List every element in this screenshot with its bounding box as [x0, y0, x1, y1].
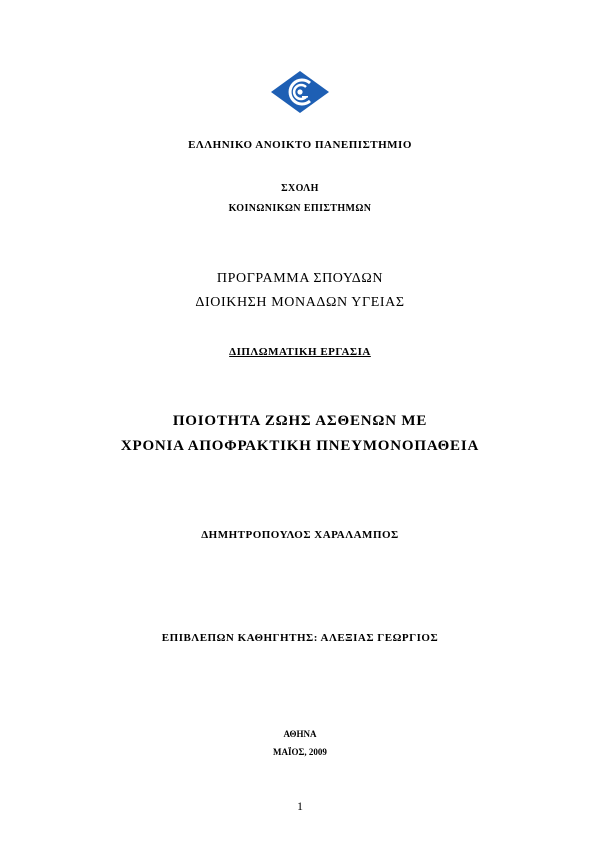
- supervisor-line: ΕΠΙΒΛΕΠΩΝ ΚΑΘΗΓΗΤΗΣ: ΑΛΕΞΙΑΣ ΓΕΩΡΓΙΟΣ: [161, 632, 439, 644]
- date: ΜΑΪΟΣ, 2009: [273, 747, 327, 757]
- place: ΑΘΗΝΑ: [283, 729, 317, 739]
- program-label: ΠΡΟΓΡΑΜΜΑ ΣΠΟΥΔΩΝ: [216, 271, 384, 286]
- thesis-type-heading: ΔΙΠΛΩΜΑΤΙΚΗ ΕΡΓΑΣΙΑ: [229, 346, 371, 358]
- school-label: ΣΧΟΛΗ: [281, 183, 319, 194]
- university-name: ΕΛΛΗΝΙΚΟ ΑΝΟΙΚΤΟ ΠΑΝΕΠΙΣΤΗΜΙΟ: [188, 139, 412, 151]
- page-number: 1: [297, 799, 303, 813]
- author-name: ΔΗΜΗΤΡΟΠΟΥΛΟΣ ΧΑΡΑΛΑΜΠΟΣ: [201, 529, 399, 541]
- thesis-title-line2: ΧΡΟΝΙΑ ΑΠΟΦΡΑΚΤΙΚΗ ΠΝΕΥΜΟΝΟΠΑΘΕΙΑ: [120, 438, 480, 454]
- school-name: ΚΟΙΝΩΝΙΚΩΝ ΕΠΙΣΤΗΜΩΝ: [228, 203, 372, 214]
- program-name: ΔΙΟΙΚΗΣΗ ΜΟΝΑΔΩΝ ΥΓΕΙΑΣ: [195, 295, 405, 310]
- university-logo-icon: [270, 70, 330, 114]
- thesis-title-line1: ΠΟΙΟΤΗΤΑ ΖΩΗΣ ΑΣΘΕΝΩΝ ΜΕ: [172, 413, 428, 429]
